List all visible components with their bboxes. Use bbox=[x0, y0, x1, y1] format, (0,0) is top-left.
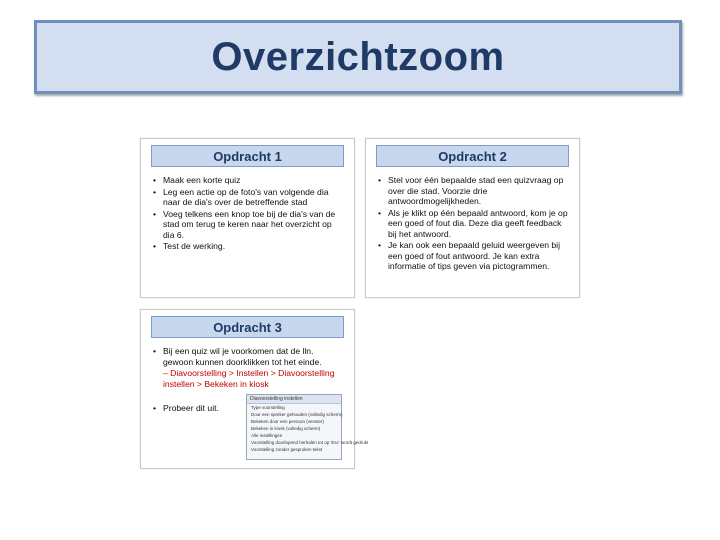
slide-title: Overzichtzoom bbox=[211, 34, 505, 79]
dialog-line: Voorstelling doorlopend herhalen tot op 'Esc' wordt gedrukt bbox=[251, 440, 369, 445]
bullet-list bbox=[378, 175, 569, 273]
bullet-item: • Maak een korte quiz bbox=[153, 175, 344, 186]
bullet-item: • Test de werking. bbox=[153, 241, 344, 252]
bullet-item: • Probeer dit uit. bbox=[153, 403, 344, 414]
bullet-item: • Bij een quiz wil je voorkomen dat de lln. gewoon kunnen doorklikken tot het einde. bbox=[153, 346, 344, 367]
dialog-line: Alle instellingen bbox=[251, 433, 283, 438]
dialog-line: Voorstelling zonder gesproken tekst bbox=[251, 447, 323, 452]
dialog-line: Type voorstelling bbox=[251, 405, 285, 410]
thumbnail-heading: Opdracht 1 bbox=[151, 145, 344, 167]
slide-title-box bbox=[34, 20, 682, 94]
slide-thumbnail-3[interactable] bbox=[140, 309, 369, 469]
thumbnail-heading: Opdracht 3 bbox=[151, 316, 344, 338]
bullet-list bbox=[153, 175, 344, 253]
dialog-line: Bekeken in kiosk (volledig scherm) bbox=[251, 426, 321, 431]
sub-item: – Diavoorstelling > Instellen > Diavoorstelling instellen > Bekeken in kiosk bbox=[163, 368, 335, 389]
dialog-title: Diavoorstelling instellen bbox=[247, 395, 341, 404]
bullet-item: • Je kan ook een bepaald geluid weergeven bij een goed of fout antwoord. Je kan extra informatie of tips geven via pictogrammen. bbox=[378, 240, 569, 272]
bullet-item: • Voeg telkens een knop toe bij de dia's van de stad om terug te keren naar het overzicht op dia 6. bbox=[153, 209, 344, 241]
bullet-item: • Leg een actie op de foto's van volgende dia naar de dia's over de betreffende stad bbox=[153, 187, 344, 208]
bullet-item: • Stel voor één bepaalde stad een quizvraag op over die stad. Voorzie drie antwoordmogelijkheden. bbox=[378, 175, 569, 207]
bullet-item: • Als je klikt op één bepaald antwoord, kom je op een goed of fout dia. Deze dia geeft feedback bij het antwoord. bbox=[378, 208, 569, 240]
dialog-line: Door een spreker gehouden (volledig scherm) bbox=[251, 412, 343, 417]
dialog-line: Bekeken door een persoon (venster) bbox=[251, 419, 325, 424]
dialog-screenshot bbox=[246, 394, 369, 460]
slide-thumbnail-2[interactable] bbox=[365, 138, 580, 298]
slide-thumbnail-1[interactable] bbox=[140, 138, 355, 298]
thumbnail-heading: Opdracht 2 bbox=[376, 145, 569, 167]
